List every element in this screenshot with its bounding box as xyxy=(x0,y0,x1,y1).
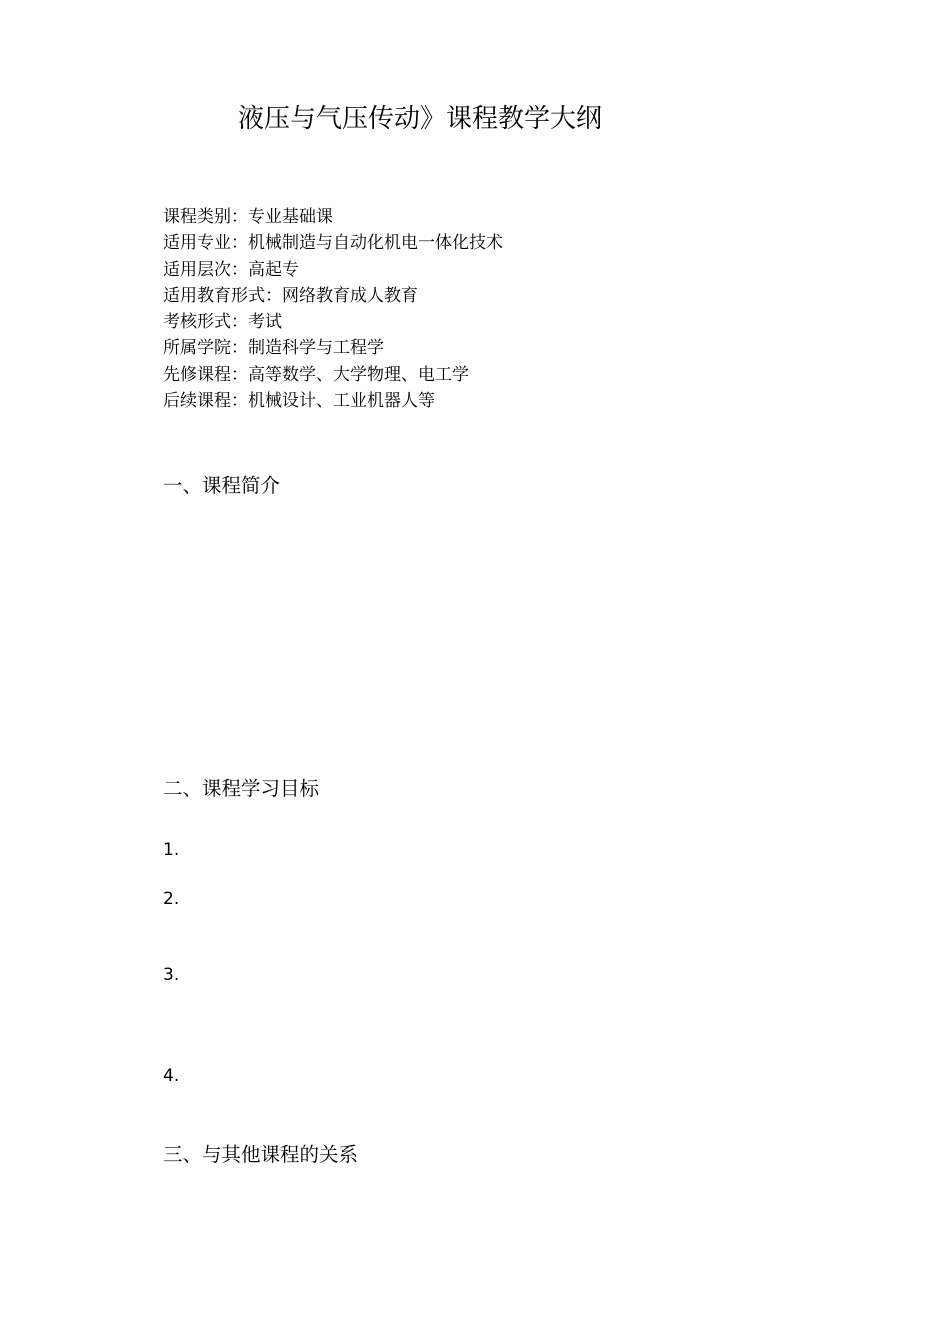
meta-label: 考核形式： xyxy=(163,312,248,333)
applicable-major-row xyxy=(163,230,503,256)
section-heading-relations: 三、与其他课程的关系 xyxy=(163,1143,359,1166)
meta-value: 考试 xyxy=(248,312,282,333)
meta-value: 网络教育成人教育 xyxy=(282,285,418,306)
course-category-row xyxy=(163,204,503,230)
goal-item-number: 2. xyxy=(163,889,180,909)
meta-value: 高等数学、大学物理、电工学 xyxy=(248,364,469,385)
follow-up-courses-row xyxy=(163,388,503,414)
goal-item-number: 3. xyxy=(163,965,180,985)
meta-label: 课程类别： xyxy=(163,207,248,227)
meta-value: 机械制造与自动化机电一体化技术 xyxy=(248,233,503,254)
meta-label: 先修课程： xyxy=(163,364,248,385)
meta-value: 制造科学与工程学 xyxy=(248,338,384,359)
education-form-row xyxy=(163,283,503,309)
college-row xyxy=(163,335,503,361)
meta-value: 机械设计、工业机器人等 xyxy=(248,391,435,412)
section-heading-goals: 二、课程学习目标 xyxy=(163,777,320,800)
meta-label: 适用专业： xyxy=(163,233,248,254)
section-heading-intro: 一、课程简介 xyxy=(163,474,281,497)
meta-label: 所属学院： xyxy=(163,338,248,359)
assessment-form-row xyxy=(163,309,503,335)
goal-item-number: 1. xyxy=(163,840,180,860)
meta-value: 专业基础课 xyxy=(248,207,333,227)
meta-label: 适用层次： xyxy=(163,259,248,280)
meta-label: 适用教育形式： xyxy=(163,285,282,306)
prerequisite-courses-row xyxy=(163,362,503,388)
goal-item-number: 4. xyxy=(163,1066,180,1086)
document-title: 液压与气压传动》课程教学大纲 xyxy=(238,104,603,134)
course-info-block xyxy=(163,204,503,414)
meta-value: 高起专 xyxy=(248,259,299,280)
applicable-level-row xyxy=(163,257,503,283)
meta-label: 后续课程： xyxy=(163,391,248,412)
